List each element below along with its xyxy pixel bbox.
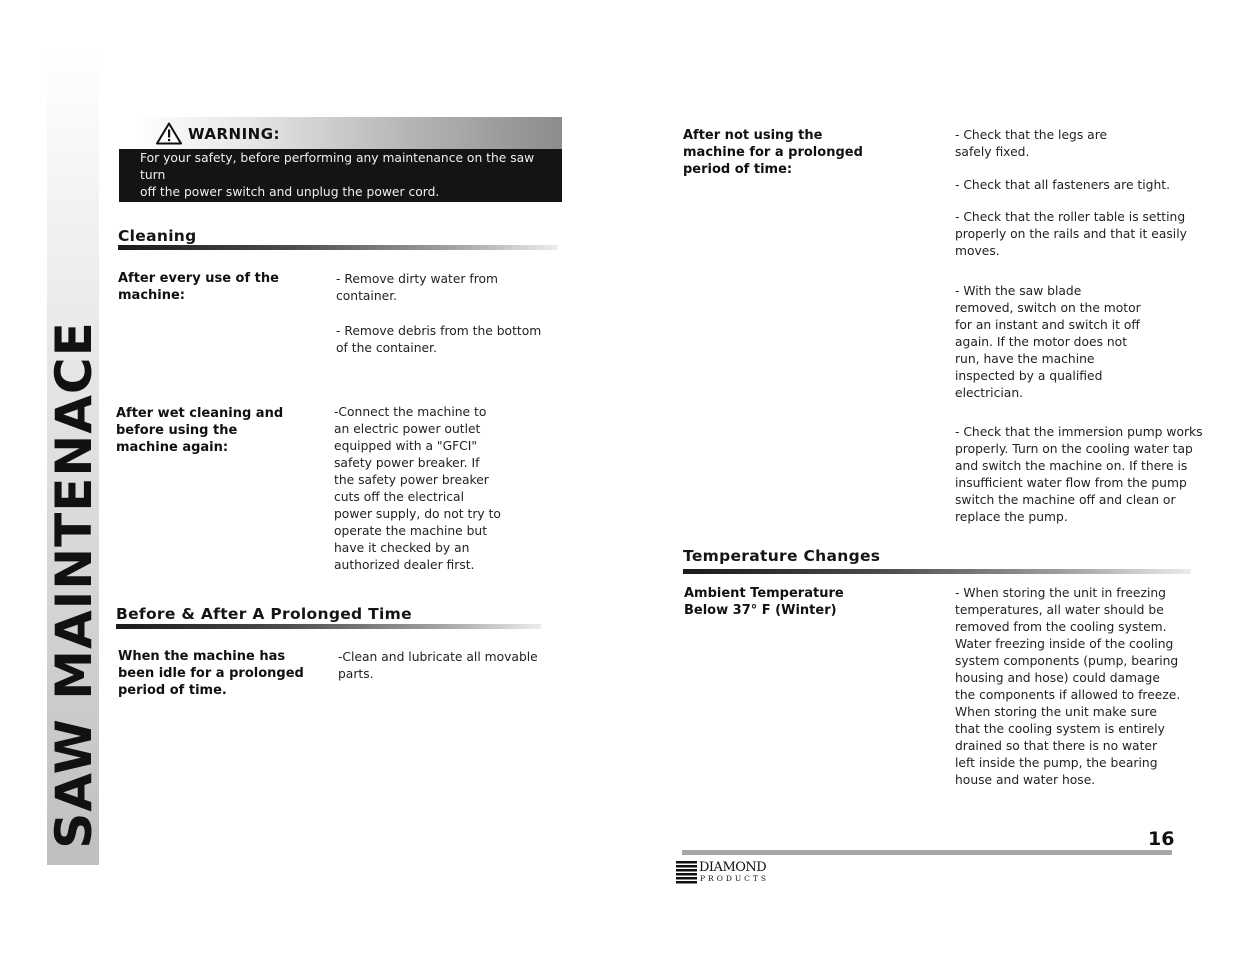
text-line: for an instant and switch it off [955,318,1140,332]
text-line: the components if allowed to freeze. [955,688,1181,702]
text-line: left inside the pump, the bearing [955,756,1158,770]
text-line: - With the saw blade [955,284,1082,298]
text-line: parts. [338,667,374,681]
label-line: machine for a prolonged [683,145,863,160]
text-line: Water freezing inside of the cooling [955,637,1174,651]
label-line: Below 37° F (Winter) [684,603,837,618]
section-rule [683,569,1191,574]
logo-bars-icon [676,861,697,885]
wet-cleaning-label [116,405,283,456]
not-using-item-3 [955,209,1187,260]
text-line: insufficient water flow from the pump [955,476,1187,490]
not-using-item-1 [955,127,1107,161]
warning-text [119,149,562,202]
section-title-temperature: Temperature Changes [683,547,881,565]
text-line: housing and hose) could damage [955,671,1160,685]
text-line: - When storing the unit in freezing [955,586,1166,600]
label-line: machine: [118,288,186,303]
not-using-item-5 [955,424,1203,526]
after-use-text-1 [336,271,498,305]
label-line: been idle for a prolonged [118,666,304,681]
temperature-label [684,585,844,619]
text-line: When storing the unit make sure [955,705,1157,719]
temperature-text [955,585,1180,789]
text-line: cuts off the electrical [334,490,464,504]
label-line: period of time: [683,162,793,177]
page-rule [682,850,1172,855]
text-line: replace the pump. [955,510,1068,524]
warning-title: WARNING: [188,125,281,143]
text-line: again. If the motor does not [955,335,1128,349]
label-line: machine again: [116,440,229,455]
warning-line: off the power switch and unplug the power cord. [140,185,440,199]
text-line: the safety power breaker [334,473,489,487]
text-line: an electric power outlet [334,422,481,436]
warning-line: For your safety, before performing any maintenance on the saw turn [140,151,535,182]
text-line: properly on the rails and that it easily [955,227,1187,241]
text-line: run, have the machine [955,352,1095,366]
text-line: house and water hose. [955,773,1096,787]
text-line: - Check that all fasteners are tight. [955,178,1170,192]
text-line: authorized dealer first. [334,558,475,572]
logo-name: DIAMOND [699,860,767,875]
text-line: equipped with a "GFCI" [334,439,478,453]
prolonged-label [118,648,304,699]
side-title: SAW MAINTENACE [45,321,103,849]
label-line: When the machine has [118,649,286,664]
text-line: moves. [955,244,1000,258]
text-line: inspected by a qualified [955,369,1103,383]
text-line: have it checked by an [334,541,470,555]
text-line: - Remove dirty water from [336,272,499,286]
text-line: properly. Turn on the cooling water tap [955,442,1193,456]
not-using-label [683,127,863,178]
warning-header [136,117,562,150]
text-line: and switch the machine on. If there is [955,459,1188,473]
text-line: drained so that there is no water [955,739,1158,753]
prolonged-text [338,649,538,683]
section-rule [118,245,558,250]
section-rule [116,624,541,629]
label-line: before using the [116,423,238,438]
text-line: - Check that the immersion pump works [955,425,1203,439]
text-line: switch the machine off and clean or [955,493,1176,507]
not-using-item-4 [955,283,1141,402]
text-line: of the container. [336,341,437,355]
text-line: that the cooling system is entirely [955,722,1165,736]
label-line: period of time. [118,683,227,698]
label-line: After every use of the [118,271,279,286]
diamond-products-logo [676,859,786,887]
label-line: After wet cleaning and [116,406,284,421]
label-line: After not using the [683,128,823,143]
text-line: system components (pump, bearing [955,654,1179,668]
warning-triangle-icon [156,122,182,145]
text-line: container. [336,289,398,303]
text-line: -Clean and lubricate all movable [338,650,538,664]
text-line: temperatures, all water should be [955,603,1164,617]
section-title-cleaning: Cleaning [118,227,197,245]
warning-box [119,117,562,202]
after-use-text-2 [336,323,541,357]
text-line: - Remove debris from the bottom [336,324,542,338]
wet-cleaning-text [334,404,501,574]
page-number: 16 [1148,828,1175,850]
text-line: -Connect the machine to [334,405,487,419]
text-line: operate the machine but [334,524,488,538]
text-line: safely fixed. [955,145,1030,159]
text-line: removed from the cooling system. [955,620,1167,634]
label-line: Ambient Temperature [684,586,844,601]
text-line: power supply, do not try to [334,507,501,521]
logo-subtitle: PRODUCTS [700,874,770,883]
text-line: safety power breaker. If [334,456,480,470]
not-using-item-2 [955,177,1170,194]
text-line: removed, switch on the motor [955,301,1141,315]
section-title-prolonged: Before & After A Prolonged Time [116,605,412,623]
text-line: electrician. [955,386,1024,400]
text-line: - Check that the legs are [955,128,1108,142]
text-line: - Check that the roller table is setting [955,210,1186,224]
after-use-label [118,270,279,304]
